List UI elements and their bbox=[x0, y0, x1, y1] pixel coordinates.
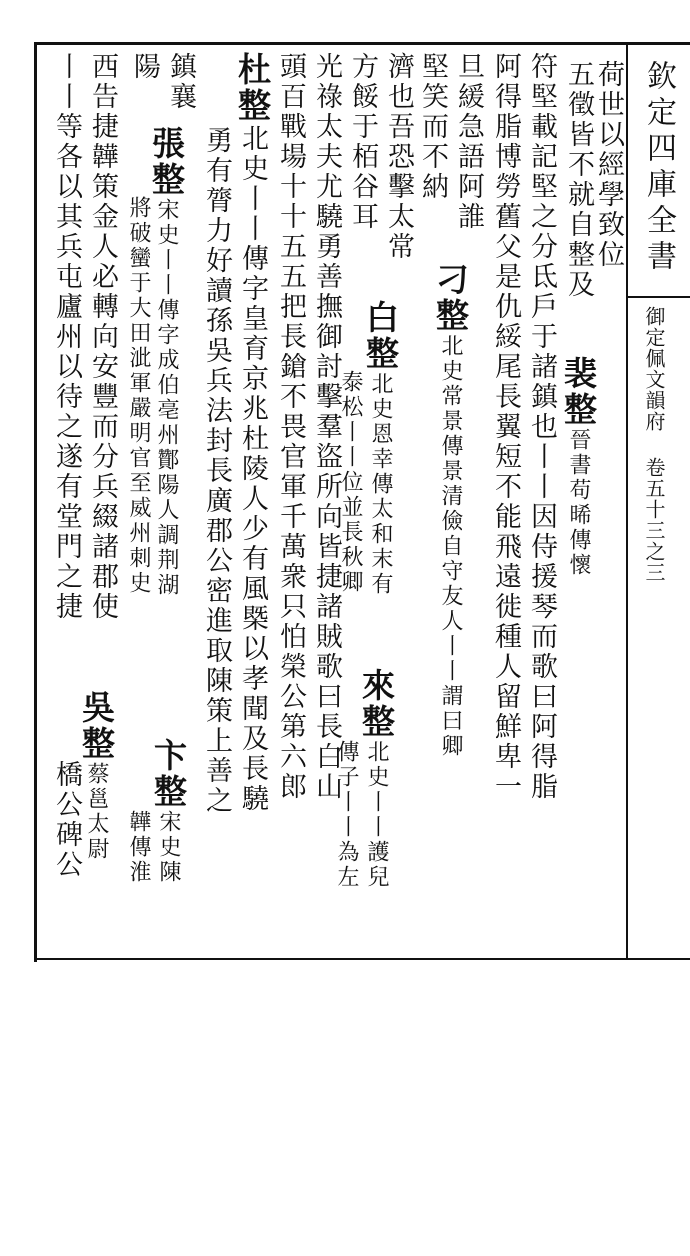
book-title: 欽定四庫全書 bbox=[641, 60, 676, 276]
margin-divider bbox=[626, 296, 690, 298]
entry-heading: 卞整 bbox=[149, 738, 188, 810]
text-column-5b: 刁整北史常景傳景清儉自守友人丨丨謂曰卿 bbox=[431, 262, 470, 759]
entry-heading: 白整 bbox=[361, 300, 400, 372]
text-column-17b: 卞整宋史陳 bbox=[149, 738, 188, 885]
text-column-10: 傳子丨丨為左 bbox=[334, 740, 359, 890]
text-column-9b: 來整北史丨丨護兒 bbox=[357, 668, 396, 890]
entry-heading: 裴整 bbox=[559, 356, 598, 428]
text-column-12: 頭百戰場十十五五把長鎗不畏官軍千萬衆只怕榮公第六郎 bbox=[275, 52, 306, 802]
volume-label: 御定佩文韻府 卷五十三之三 bbox=[642, 306, 666, 583]
text-column-5: 旦緩急語阿誰 bbox=[453, 52, 484, 232]
text-column-8b: 白整北史恩幸傳太和末有 bbox=[361, 300, 400, 597]
text-column-19: 西告捷韡策金人必轉向安豐而分兵綴諸郡使 bbox=[87, 52, 118, 622]
text-column-14: 勇有膂力好讀孫吳兵法封長廣郡公密進取陳策上善之 bbox=[201, 126, 232, 816]
text-column-21: 橋公碑公 bbox=[51, 760, 82, 880]
text-column-7: 濟也吾恐擊太常 bbox=[383, 52, 414, 262]
text-column-15: 鎮襄 bbox=[165, 52, 196, 112]
frame-top-border bbox=[34, 42, 690, 45]
text-column-4: 阿得脂博勞舊父是仇綏尾長翼短不能飛遠徙種人留鮮卑一 bbox=[490, 52, 521, 802]
text-column-1: 荷世以經學致位 bbox=[593, 60, 624, 270]
text-column-3: 符堅載記堅之分氐戶于諸鎮也丨丨因侍援琴而歌曰阿得脂 bbox=[526, 52, 557, 802]
text-column-20: 丨丨等各以其兵屯廬州以待之遂有堂門之捷 bbox=[51, 52, 82, 622]
entry-heading: 來整 bbox=[357, 668, 396, 740]
text-column-17: 將破蠻于大田泚軍嚴明官至威州刺史 bbox=[126, 196, 151, 596]
entry-heading: 張整 bbox=[147, 126, 186, 198]
text-column-8: 方餒于栢谷耳 bbox=[347, 52, 378, 232]
text-column-18: 韡傳淮 bbox=[126, 810, 151, 885]
text-column-2b: 裴整晉書苟晞傳懷 bbox=[559, 356, 598, 578]
text-column-16b: 張整宋史丨丨傳字成伯亳州酇陽人調荆湖 bbox=[147, 126, 186, 598]
text-column-9: 泰松丨丨位並長秋卿 bbox=[338, 370, 363, 595]
entry-heading: 杜整 bbox=[233, 52, 272, 124]
text-column-16: 陽 bbox=[129, 52, 160, 82]
text-column-6: 堅笑而不納 bbox=[417, 52, 448, 202]
frame-left-border bbox=[34, 42, 37, 962]
text-column-19b: 吳整蔡邕太尉 bbox=[77, 690, 116, 862]
entry-heading: 刁整 bbox=[431, 262, 470, 334]
entry-heading: 吳整 bbox=[77, 690, 116, 762]
text-column-11: 光祿太夫尤驍勇善撫御討擊羣盜所向皆捷諸賊歌曰長白山 bbox=[311, 52, 342, 802]
text-column-2: 五徵皆不就自整及 bbox=[563, 60, 594, 300]
text-column-13: 杜整北史丨丨傳字皇育京兆杜陵人少有風槩以孝聞及長驍 bbox=[233, 52, 272, 814]
